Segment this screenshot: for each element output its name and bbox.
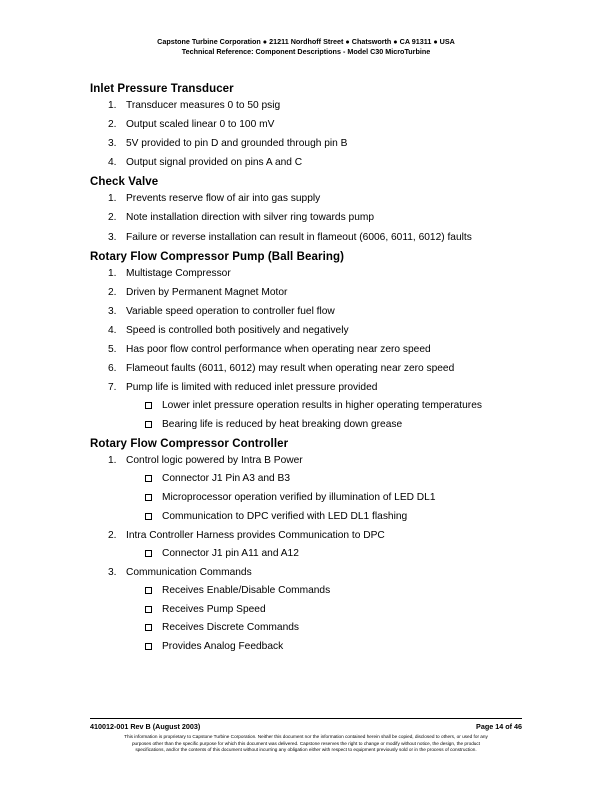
list-item (90, 305, 530, 318)
item-number: 3. (108, 566, 117, 578)
notice-line: This information is proprietary to Capstone Turbine Corporation. Neither this document nor the information contained herein shall be copied, disclosed to others, or used for any (124, 734, 488, 739)
sub-bullet-text: Lower inlet pressure operation results in higher operating temperatures (162, 400, 482, 412)
list-item (90, 192, 530, 205)
square-bullet-icon (145, 606, 152, 613)
section-title: Rotary Flow Compressor Pump (Ball Bearing) (90, 250, 345, 263)
list-item (90, 99, 530, 112)
list-item (90, 529, 530, 560)
item-text: Control logic powered by Intra B Power (126, 455, 303, 467)
item-text: Failure or reverse installation can result in flameout (6006, 6011, 6012) faults (126, 231, 472, 243)
square-bullet-icon (145, 421, 152, 428)
item-number: 3. (108, 138, 117, 150)
item-text: Pump life is limited with reduced inlet pressure provided (126, 382, 378, 394)
item-text: Output signal provided on pins A and C (126, 157, 303, 169)
item-text: Speed is controlled both positively and negatively (126, 324, 349, 336)
list-item (90, 137, 530, 150)
sub-bullet-text: Microprocessor operation verified by illumination of LED DL1 (162, 491, 436, 503)
item-number: 2. (108, 119, 117, 131)
item-text: Prevents reserve flow of air into gas supply (126, 193, 321, 205)
sub-bullet-text: Bearing life is reduced by heat breaking down grease (162, 419, 403, 431)
sub-bullet-text: Provides Analog Feedback (162, 641, 284, 653)
item-number: 2. (108, 529, 117, 541)
square-bullet-icon (145, 624, 152, 631)
numbered-list (90, 454, 530, 653)
sub-bullet-item (126, 640, 530, 653)
sub-bullet-item (126, 418, 530, 431)
item-number: 1. (108, 267, 117, 279)
item-text: Intra Controller Harness provides Communication to DPC (126, 529, 385, 541)
page-header (0, 37, 612, 57)
square-bullet-icon (145, 513, 152, 520)
notice-line: purposes other than the specific purpose for which this document was delivered. Capstone reserves the right to change or modify without notice, the design, the product (131, 740, 481, 746)
list-item (90, 118, 530, 131)
item-text: Communication Commands (126, 566, 252, 578)
section-title: Check Valve (90, 176, 159, 189)
sub-bullet-text: Receives Pump Speed (162, 603, 266, 615)
item-number: 1. (108, 100, 117, 111)
section-title: Rotary Flow Compressor Controller (90, 438, 289, 451)
square-bullet-icon (145, 550, 152, 557)
item-number: 2. (108, 212, 117, 224)
sub-bullet-item (126, 510, 530, 523)
item-number: 4. (108, 157, 117, 169)
item-number: 1. (108, 455, 117, 467)
square-bullet-icon (145, 587, 152, 594)
section-rotary-flow-compressor-pump (90, 250, 530, 431)
numbered-list (90, 99, 530, 169)
list-item (90, 211, 530, 224)
section-rotary-flow-compressor-controller (90, 437, 530, 653)
list-item (90, 454, 530, 523)
item-text: Driven by Permanent Magnet Motor (126, 286, 288, 298)
sub-bullet-list (126, 547, 530, 560)
sub-bullet-text: Receives Discrete Commands (162, 622, 300, 634)
sub-bullet-item (126, 547, 530, 560)
item-text: Flameout faults (6011, 6012) may result when operating near zero speed (126, 363, 455, 375)
list-item (90, 343, 530, 356)
item-number: 1. (108, 193, 117, 205)
list-item (90, 286, 530, 299)
sub-bullet-list (126, 584, 530, 653)
sub-bullet-item (126, 584, 530, 597)
item-text: 5V provided to pin D and grounded through pin B (126, 138, 348, 150)
item-number: 6. (108, 363, 117, 375)
item-text: Has poor flow control performance when operating near zero speed (126, 344, 431, 356)
item-number: 3. (108, 305, 117, 317)
list-item (90, 267, 530, 280)
square-bullet-icon (145, 494, 152, 501)
section-inlet-pressure-transducer (90, 82, 530, 169)
sub-bullet-item (126, 621, 530, 634)
list-item (90, 566, 530, 653)
sub-bullet-item (126, 491, 530, 504)
item-number: 4. (108, 324, 117, 336)
sub-bullet-text: Communication to DPC verified with LED DL1 flashing (162, 510, 408, 522)
item-number: 5. (108, 344, 117, 356)
item-text: Multistage Compressor (126, 267, 231, 279)
list-item (90, 156, 530, 169)
section-check-valve (90, 175, 530, 243)
sub-bullet-list (126, 399, 530, 431)
sub-bullet-item (126, 399, 530, 412)
sub-bullet-text: Connector J1 Pin A3 and B3 (162, 473, 290, 485)
list-item (90, 231, 530, 244)
section-title: Inlet Pressure Transducer (90, 83, 234, 95)
header-company-line: Capstone Turbine Corporation ● 21211 Nordhoff Street ● Chatsworth ● CA 91311 ● USA (157, 37, 455, 46)
item-number: 3. (108, 231, 117, 243)
sub-bullet-item (126, 472, 530, 485)
numbered-list (90, 267, 530, 431)
document-body (90, 82, 530, 659)
item-text: Output scaled linear 0 to 100 mV (126, 119, 275, 131)
sub-bullet-list (126, 472, 530, 523)
sub-bullet-text: Connector J1 pin A11 and A12 (162, 547, 299, 559)
footer-proprietary-notice (86, 734, 526, 754)
numbered-list (90, 192, 530, 243)
sub-bullet-item (126, 603, 530, 616)
list-item (90, 324, 530, 337)
footer-page-number: Page 14 of 46 (476, 722, 522, 731)
square-bullet-icon (145, 475, 152, 482)
item-text: Transducer measures 0 to 50 psig (126, 100, 281, 111)
item-number: 2. (108, 286, 117, 298)
item-text: Note installation direction with silver ring towards pump (126, 212, 375, 224)
list-item (90, 381, 530, 431)
square-bullet-icon (145, 643, 152, 650)
sub-bullet-text: Receives Enable/Disable Commands (162, 584, 331, 596)
footer-doc-number: 410012-001 Rev B (August 2003) (90, 722, 201, 731)
item-number: 7. (108, 382, 117, 394)
notice-line: specifications, and/or the contents of this document without incurring any obligation either with respect to equipment previously sold or in the process of construction. (135, 747, 477, 752)
list-item (90, 362, 530, 375)
header-doc-title: Technical Reference: Component Descriptions - Model C30 MicroTurbine (181, 47, 431, 56)
square-bullet-icon (145, 402, 152, 409)
footer-divider (90, 718, 522, 719)
item-text: Variable speed operation to controller fuel flow (126, 305, 335, 317)
